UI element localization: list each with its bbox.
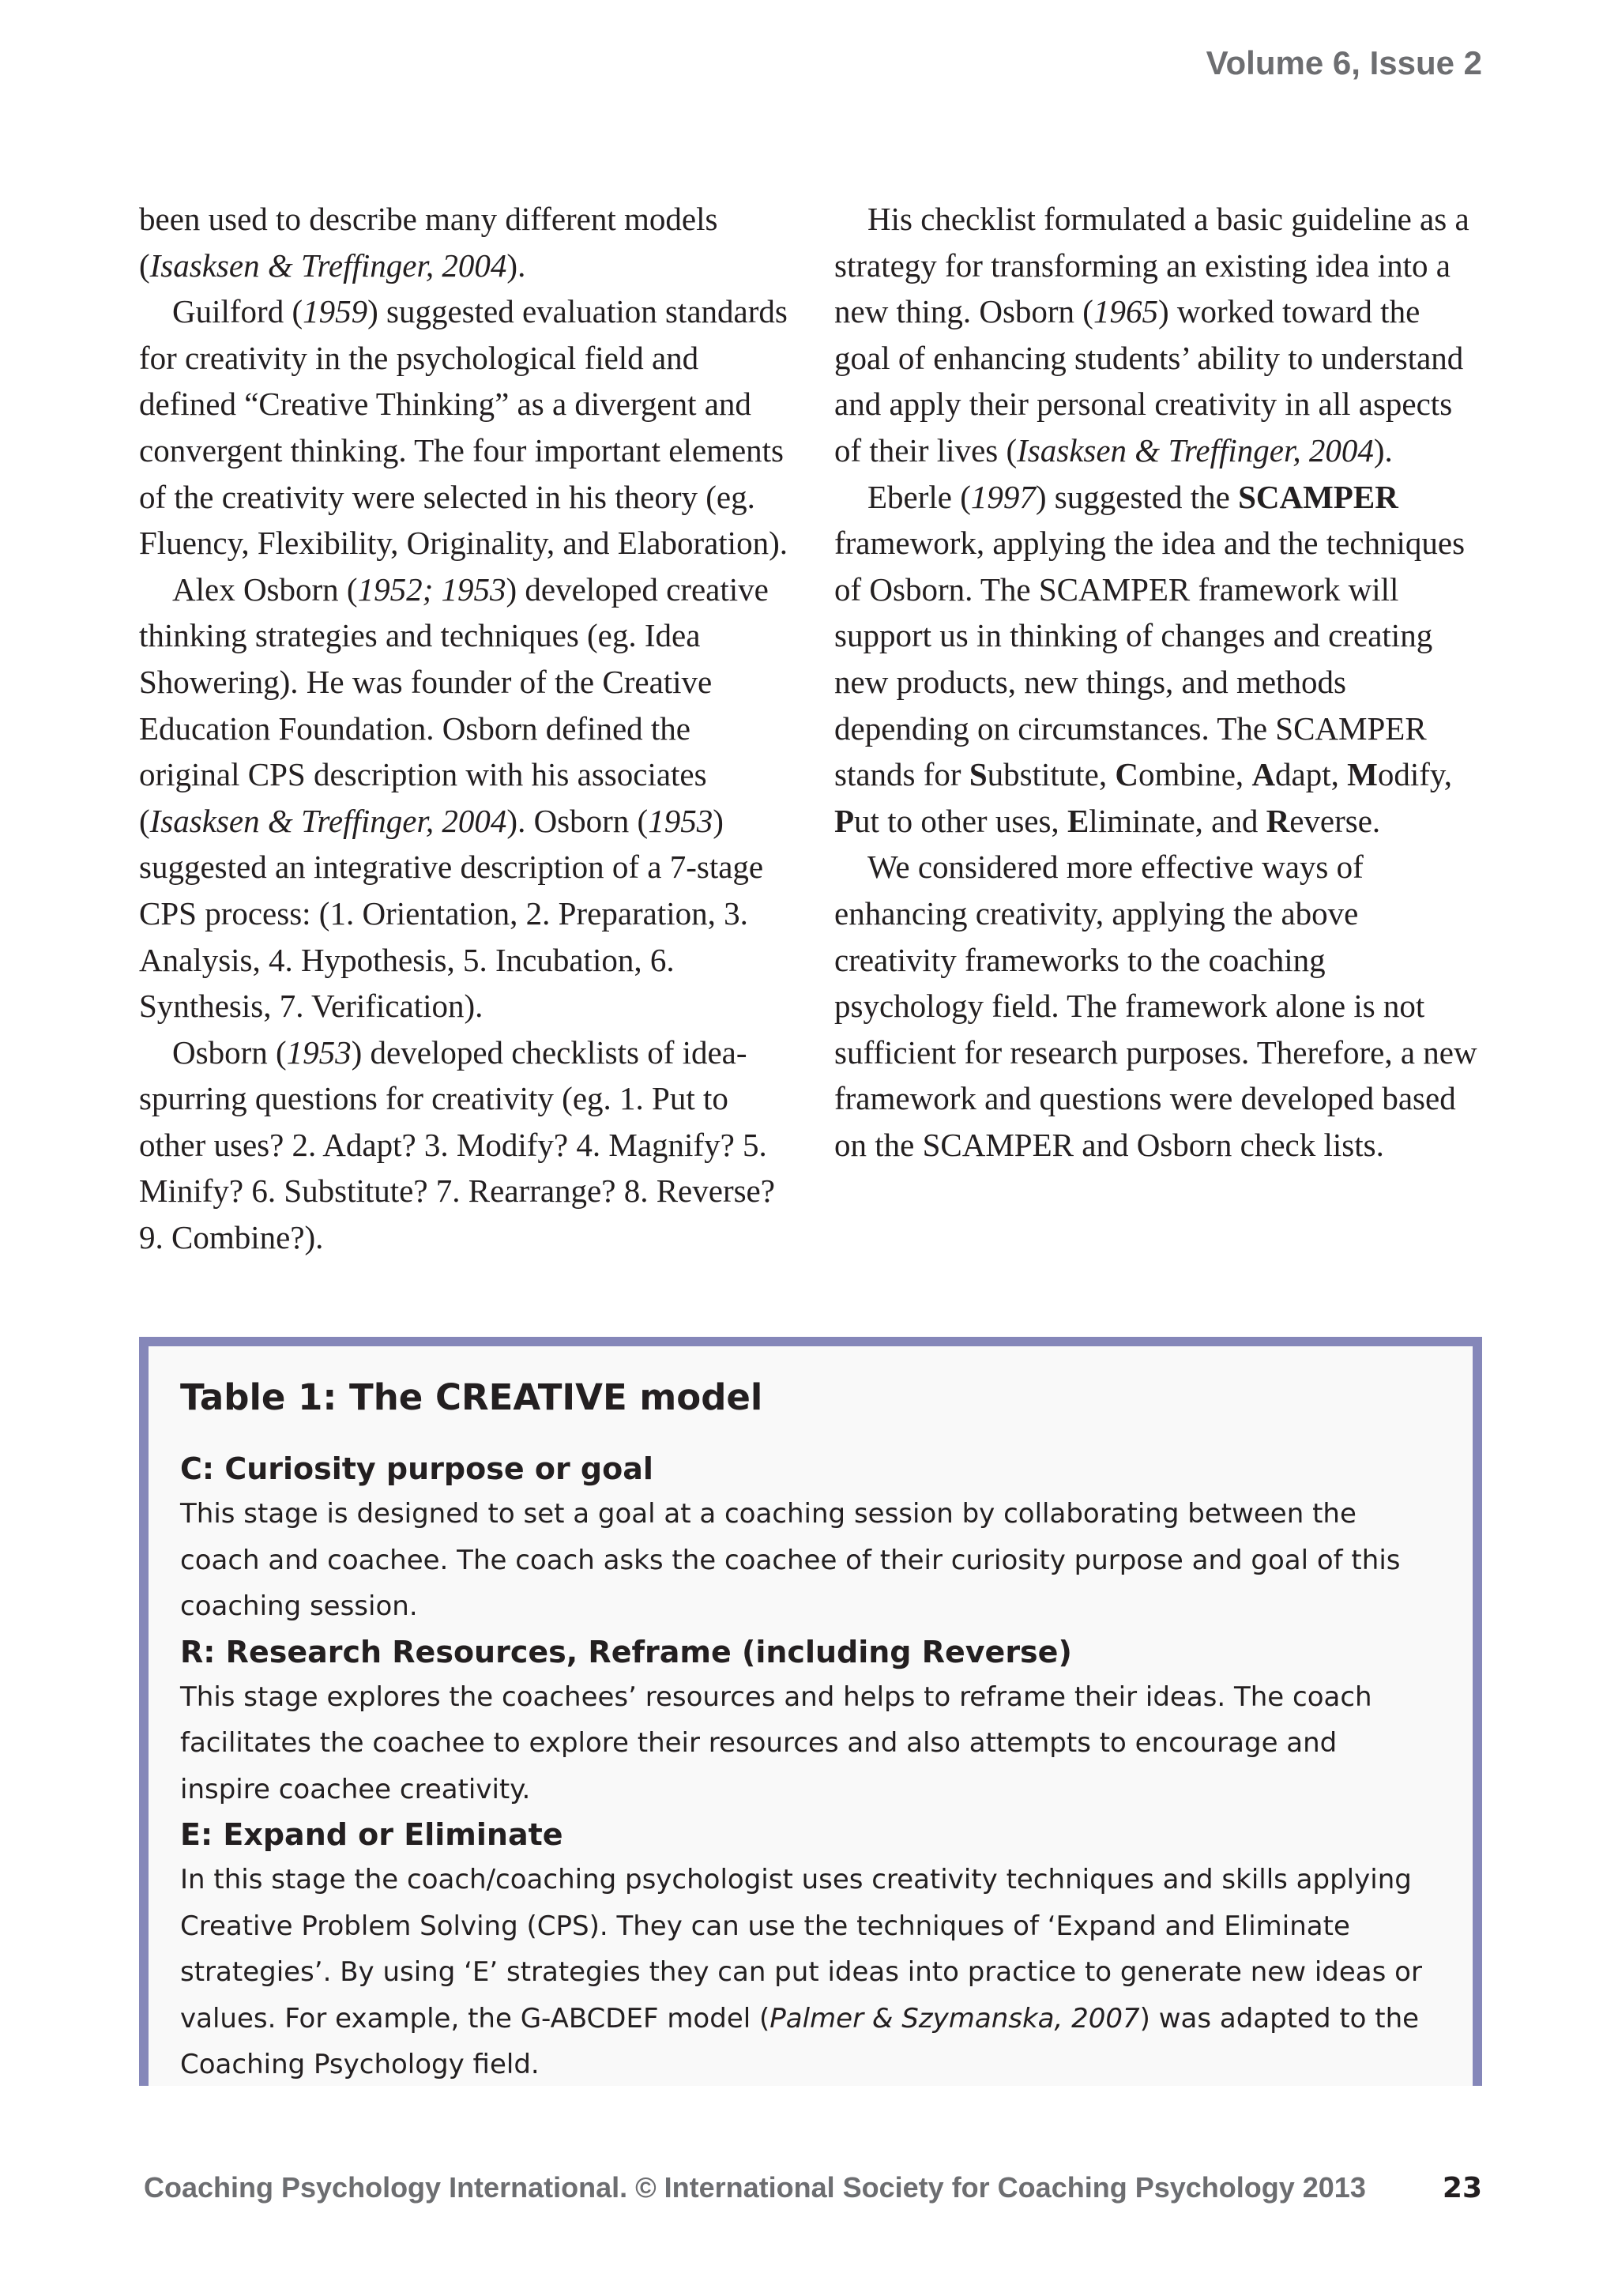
paragraph bbox=[139, 1029, 795, 1261]
citation: 1997 bbox=[970, 478, 1036, 515]
citation: 1952; 1953 bbox=[357, 570, 506, 608]
bold-term: SCAMPER bbox=[1238, 478, 1398, 515]
text-run: Eberle ( bbox=[867, 478, 971, 515]
text-run: Osborn ( bbox=[172, 1033, 287, 1071]
text-run: ) suggested evaluation standards for creativity in the psychological field and defined “Creative Thinking” as a divergent and convergent thinking. The four important elements of the creativity were selected in his theory (eg. Fluency, Flexibility, Originality, and Elaboration). bbox=[139, 293, 788, 562]
text-run: everse. bbox=[1289, 802, 1381, 839]
text-run: ) suggested an integrative description of a 7-stage CPS process: (1. Orientation, 2. Preparation, 3. Analysis, 4. Hypothesis, 5. Incubation, 6. Synthesis, 7. Verification). bbox=[139, 802, 764, 1025]
citation: Isasksen & Treffinger, 2004 bbox=[149, 802, 507, 839]
acronym-letter: A bbox=[1251, 756, 1276, 793]
paragraph bbox=[834, 196, 1482, 474]
paragraph: We considered more effective ways of enhancing creativity, applying the above creativity frameworks to the coaching psychology field. The framework alone is not sufficient for research purposes. Therefore, a new framework and questions were developed based on the SCAMPER and Osborn check lists. bbox=[834, 849, 1477, 1163]
citation: Isasksen & Treffinger, 2004 bbox=[1017, 431, 1374, 469]
paragraph bbox=[139, 196, 795, 288]
citation: Isasksen & Treffinger, 2004 bbox=[149, 247, 507, 284]
text-run: ) was adapted to the Coaching Psychology field. bbox=[180, 2002, 1420, 2080]
text-run: ). Osborn ( bbox=[506, 802, 649, 839]
text-run: ) developed creative thinking strategies and techniques (eg. Idea Showering). He was founder of the Creative Education Foundation. Osborn defined the original CPS description with his associates ( bbox=[139, 570, 769, 839]
paragraph bbox=[139, 288, 795, 566]
stage-heading: C: Curiosity purpose or goal bbox=[180, 1451, 653, 1486]
stage-heading: E: Expand or Eliminate bbox=[180, 1817, 563, 1852]
left-column bbox=[139, 196, 795, 1261]
article-columns bbox=[139, 196, 1482, 1261]
page-footer bbox=[144, 2171, 1482, 2204]
text-run: ombine, bbox=[1138, 756, 1252, 793]
copyright-line: Coaching Psychology International. © International Society for Coaching Psychology 2013 bbox=[144, 2171, 1366, 2204]
text-run: ) developed checklists of idea-spurring questions for creativity (eg. 1. Put to other uses? 2. Adapt? 3. Modify? 4. Magnify? 5. Minify? 6. Substitute? 7. Rearrange? 8. Reverse? 9. Combine?). bbox=[139, 1033, 775, 1256]
stage-description: This stage explores the coachees’ resources and helps to reframe their ideas. The coach facilitates the coachee to explore their resources and also attempts to encourage and inspire coachee creativity. bbox=[180, 1681, 1372, 1805]
text-run: odify, bbox=[1377, 756, 1452, 793]
text-run: ut to other uses, bbox=[854, 802, 1067, 839]
text-run: ) suggested the bbox=[1035, 478, 1239, 515]
text-run: liminate, and bbox=[1089, 802, 1266, 839]
acronym-letter: S bbox=[969, 756, 988, 793]
issue-header: Volume 6, Issue 2 bbox=[1206, 44, 1482, 81]
text-run: ubstitute, bbox=[987, 756, 1116, 793]
acronym-letter: E bbox=[1067, 802, 1089, 839]
text-run: ). bbox=[1373, 431, 1393, 469]
acronym-letter: M bbox=[1347, 756, 1378, 793]
paragraph bbox=[139, 566, 795, 1029]
acronym-letter: C bbox=[1115, 756, 1138, 793]
right-column bbox=[834, 196, 1482, 1261]
acronym-letter: P bbox=[834, 802, 855, 839]
text-run: ) worked toward the goal of enhancing students’ ability to understand and apply their personal creativity in all aspects of their lives ( bbox=[834, 293, 1464, 469]
text-run: framework, applying the idea and the techniques of Osborn. The SCAMPER framework will support us in thinking of changes and creating new products, new things, and methods depending on circumstances. The SCAMPER stands for bbox=[834, 525, 1466, 793]
table-title: Table 1: The CREATIVE model bbox=[180, 1376, 763, 1418]
text-run: Alex Osborn ( bbox=[172, 570, 358, 608]
text-run: In this stage the coach/coaching psychologist uses creativity techniques and skills applying Creative Problem Solving (CPS). They can use the techniques of ‘Expand and Eliminate strategies’. By using ‘E’ strategies they can put ideas into practice to generate new ideas or values. For example, the G-ABCDEF model ( bbox=[180, 1864, 1422, 2034]
citation: 1953 bbox=[286, 1033, 352, 1071]
creative-model-table bbox=[139, 1337, 1482, 2086]
citation: 1953 bbox=[648, 802, 713, 839]
citation: 1965 bbox=[1093, 293, 1158, 330]
stage-description: This stage is designed to set a goal at a coaching session by collaborating between the coach and coachee. The coach asks the coachee of their curiosity purpose and goal of this coaching session. bbox=[180, 1498, 1401, 1622]
text-run: dapt, bbox=[1275, 756, 1348, 793]
stage-heading: R: Research Resources, Reframe (including Reverse) bbox=[180, 1634, 1072, 1669]
citation: 1959 bbox=[303, 293, 368, 330]
text-run: been used to describe many different models ( bbox=[139, 201, 718, 284]
text-run: His checklist formulated a basic guideline as a strategy for transforming an existing idea into a new thing. Osborn ( bbox=[834, 201, 1469, 330]
paragraph bbox=[834, 474, 1482, 845]
page-number: 23 bbox=[1442, 2172, 1482, 2204]
text-run: ). bbox=[506, 247, 526, 284]
acronym-letter: R bbox=[1266, 802, 1290, 839]
text-run: Guilford ( bbox=[172, 293, 303, 330]
stage-description bbox=[180, 1857, 1432, 2088]
citation: Palmer & Szymanska, 2007 bbox=[769, 2002, 1140, 2034]
